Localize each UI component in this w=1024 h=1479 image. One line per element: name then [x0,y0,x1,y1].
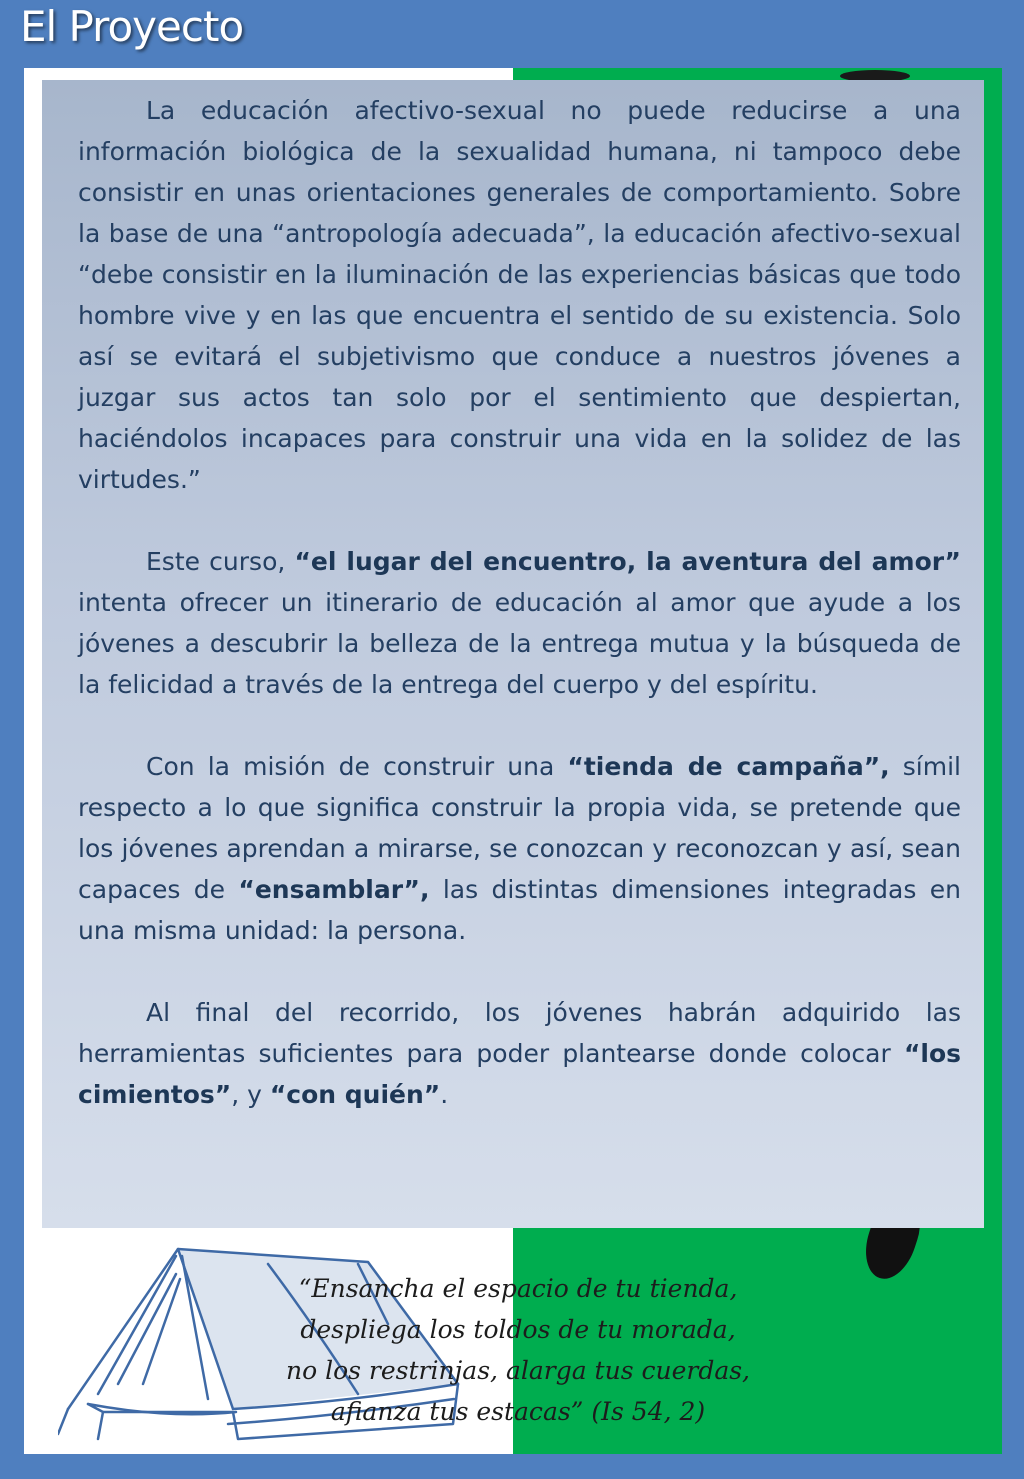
paragraph-4 [78,992,961,1115]
p4-bold-cimientos: “los cimientos” [78,1039,961,1109]
p3-bold-ensamblar: “ensamblar”, [238,875,430,904]
quote-line-1: “Ensancha el espacio de tu tienda, [298,1274,738,1303]
p3-text-middle: símil respecto a lo que significa construir la propia vida, se pretende que los jóvenes aprendan a mirarse, se conozcan y reconozcan y así, sean capaces de [78,752,961,904]
p3-text-after: las distintas dimensiones integradas en una misma unidad: la persona. [78,875,961,945]
p2-text-before: Este curso, [146,547,295,576]
p4-text-middle: , y [231,1080,270,1109]
p3-text-before: Con la misión de construir una [146,752,568,781]
p2-text-after: intenta ofrecer un itinerario de educación al amor que ayude a los jóvenes a descubrir la belleza de la entrega mutua y la búsqueda de la felicidad a través de la entrega del cuerpo y del espíritu. [78,588,961,699]
bible-quote [240,1268,796,1432]
p2-course-title: “el lugar del encuentro, la aventura del amor” [294,547,961,576]
paragraph-1: La educación afectivo-sexual no puede reducirse a una información biológica de la sexualidad humana, ni tampoco debe consistir en unas orientaciones generales de comportamiento. Sobre la base de una “antropología adecuada”, la educación afectivo-sexual “debe consistir en la iluminación de las experiencias básicas que todo hombre vive y en las que encuentra el sentido de su existencia. Solo así se evitará el subjetivismo que conduce a nuestros jóvenes a juzgar sus actos tan solo por el sentimiento que despiertan, haciéndolos incapaces para construir una vida en la solidez de las virtudes.” [78,96,961,494]
page-title: El Proyecto [20,2,244,51]
quote-line-2: despliega los toldos de tu morada, [300,1315,736,1344]
paragraph-2 [78,541,961,705]
p3-bold-tienda: “tienda de campaña”, [567,752,890,781]
paragraph-3 [78,746,961,951]
p4-bold-con-quien: “con quién” [269,1080,441,1109]
p4-text-after: . [440,1080,449,1109]
text-panel [42,80,984,1228]
quote-line-4: afianza tus estacas” (Is 54, 2) [330,1397,706,1426]
quote-line-3: no los restrinjas, alarga tus cuerdas, [285,1356,751,1385]
p4-text-before: Al final del recorrido, los jóvenes habrán adquirido las herramientas suficientes para poder plantearse donde colocar [78,998,961,1068]
